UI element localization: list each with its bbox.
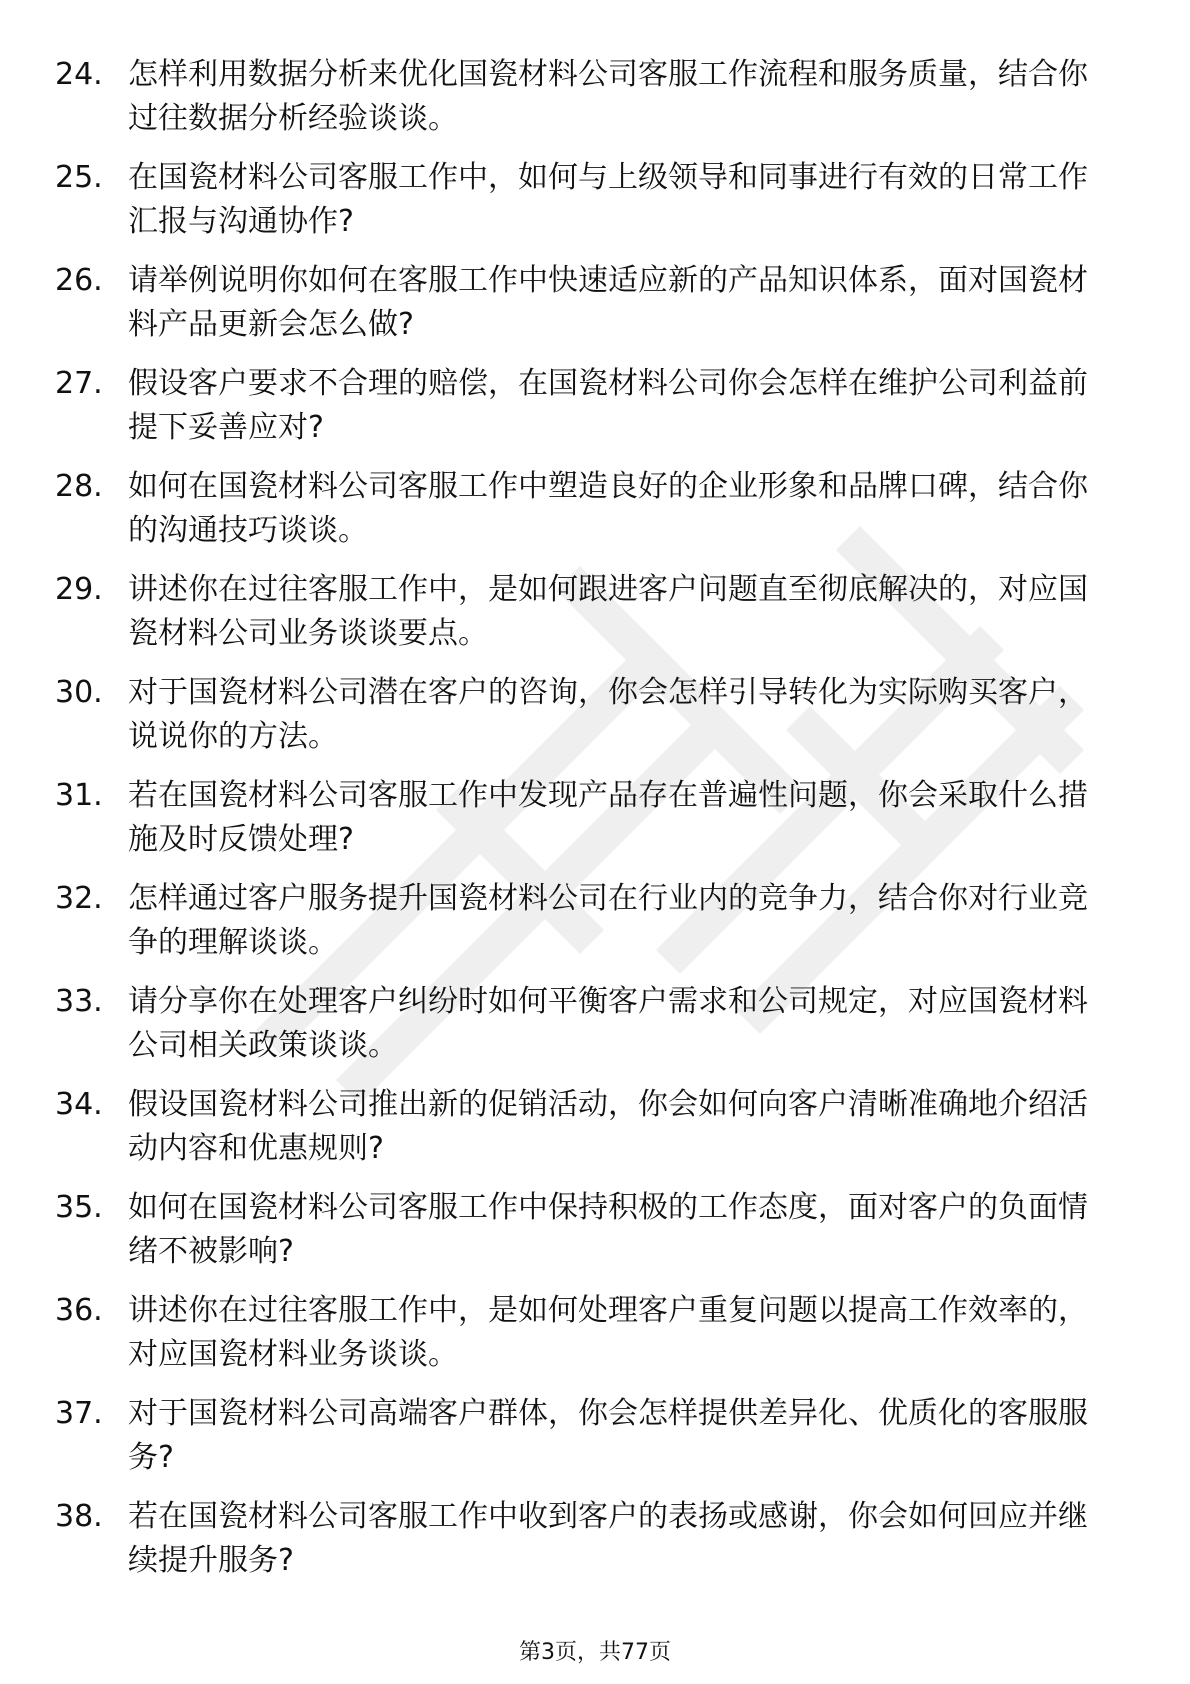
question-number: 37. (55, 1396, 103, 1431)
list-item (0, 1080, 1190, 1183)
list-item (0, 771, 1190, 874)
question-number: 26. (55, 263, 103, 298)
question-text: 如何在国瓷材料公司客服工作中保持积极的工作态度，面对客户的负面情绪不被影响? (128, 1190, 1088, 1269)
question-text: 对于国瓷材料公司高端客户群体，你会怎样提供差异化、优质化的客服服务? (128, 1396, 1088, 1475)
list-item (0, 565, 1190, 668)
question-number: 33. (55, 984, 103, 1019)
list-item (0, 1286, 1190, 1389)
page-footer (0, 1638, 1190, 1668)
question-number: 27. (55, 366, 103, 401)
list-item (0, 1183, 1190, 1286)
list-item (0, 668, 1190, 771)
question-text: 若在国瓷材料公司客服工作中收到客户的表扬或感谢，你会如何回应并继续提升服务? (128, 1499, 1088, 1578)
question-text: 讲述你在过往客服工作中，是如何处理客户重复问题以提高工作效率的，对应国瓷材料业务谈谈。 (128, 1293, 1088, 1372)
question-number: 29. (55, 572, 103, 607)
question-text: 在国瓷材料公司客服工作中，如何与上级领导和同事进行有效的日常工作汇报与沟通协作? (128, 160, 1088, 239)
question-number: 31. (55, 778, 103, 813)
question-number: 36. (55, 1293, 103, 1328)
page-number-label: 第3页，共77页 (519, 1640, 671, 1665)
list-item (0, 153, 1190, 256)
list-item (0, 977, 1190, 1080)
question-text: 对于国瓷材料公司潜在客户的咨询，你会怎样引导转化为实际购买客户，说说你的方法。 (128, 675, 1088, 754)
question-text: 若在国瓷材料公司客服工作中发现产品存在普遍性问题，你会采取什么措施及时反馈处理? (128, 778, 1088, 857)
question-number: 25. (55, 160, 103, 195)
list-item (0, 462, 1190, 565)
list-item (0, 256, 1190, 359)
question-text: 讲述你在过往客服工作中，是如何跟进客户问题直至彻底解决的，对应国瓷材料公司业务谈谈要点。 (128, 572, 1088, 651)
question-list (0, 50, 1190, 1595)
question-text: 如何在国瓷材料公司客服工作中塑造良好的企业形象和品牌口碑，结合你的沟通技巧谈谈。 (128, 469, 1088, 548)
question-number: 34. (55, 1087, 103, 1122)
list-item (0, 1389, 1190, 1492)
question-number: 32. (55, 881, 103, 916)
question-number: 24. (55, 57, 103, 92)
question-text: 请分享你在处理客户纠纷时如何平衡客户需求和公司规定，对应国瓷材料公司相关政策谈谈。 (128, 984, 1088, 1063)
list-item (0, 359, 1190, 462)
question-number: 35. (55, 1190, 103, 1225)
question-text: 假设国瓷材料公司推出新的促销活动，你会如何向客户清晰准确地介绍活动内容和优惠规则? (128, 1087, 1088, 1166)
question-number: 30. (55, 675, 103, 710)
question-number: 38. (55, 1499, 103, 1534)
question-text: 怎样利用数据分析来优化国瓷材料公司客服工作流程和服务质量，结合你过往数据分析经验谈谈。 (128, 57, 1088, 136)
list-item (0, 50, 1190, 153)
question-text: 请举例说明你如何在客服工作中快速适应新的产品知识体系，面对国瓷材料产品更新会怎么做? (128, 263, 1088, 342)
list-item (0, 874, 1190, 977)
question-number: 28. (55, 469, 103, 504)
question-text: 假设客户要求不合理的赔偿，在国瓷材料公司你会怎样在维护公司利益前提下妥善应对? (128, 366, 1088, 445)
question-text: 怎样通过客户服务提升国瓷材料公司在行业内的竞争力，结合你对行业竞争的理解谈谈。 (128, 881, 1088, 960)
list-item (0, 1492, 1190, 1595)
